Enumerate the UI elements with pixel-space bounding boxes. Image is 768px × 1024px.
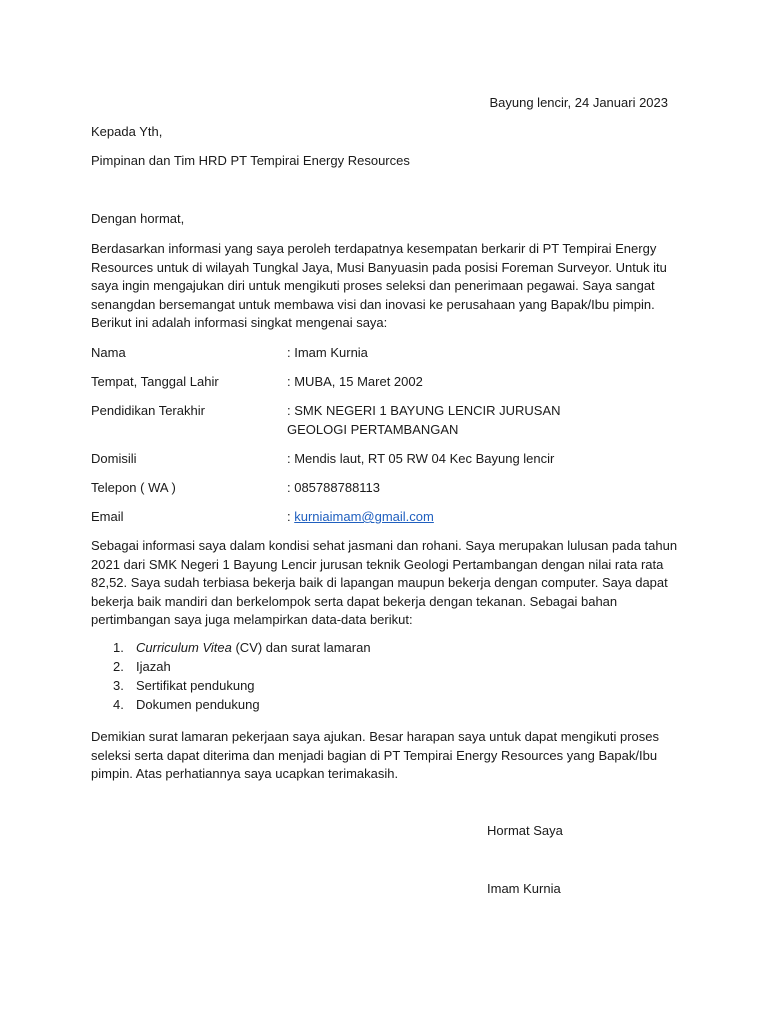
info-value: : MUBA, 15 Maret 2002 [287,374,423,389]
intro-paragraph: Berdasarkan informasi yang saya peroleh terdapatnya kesempatan berkarir di PT Tempirai Energy Resources untuk di wilayah Tungkal Jaya, Musi Banyuasin pada posisi Foreman Surveyor. Untuk itu saya ingin mengajukan diri untuk mengikuti proses seleksi dan penerimaan pegawai. Saya sangat senangdan bersemangat untuk membawa visi dan inovasi ke perusahaan yang Bapak/Ibu pimpin. Berikut ini adalah informasi singkat mengenai saya: [91,241,667,330]
info-value: : 085788788113 [287,480,381,495]
greeting: Dengan hormat, [91,211,185,226]
info-value [287,507,617,526]
info-label: Email [91,509,124,524]
info-label: Domisili [91,451,137,466]
info-value: : SMK NEGERI 1 BAYUNG LENCIR JURUSAN GEOLOGI PERTAMBANGAN [287,403,561,437]
info-label: Nama [91,345,126,360]
email-prefix: : [287,509,295,524]
info-value: : Mendis laut, RT 05 RW 04 Kec Bayung lencir [287,451,555,466]
closing-paragraph: Demikian surat lamaran pekerjaan saya ajukan. Besar harapan saya untuk dapat mengikuti proses seleksi serta dapat diterima dan menjadi bagian di PT Tempirai Energy Resources yang Bapak/Ibu pimpin. Atas perhatiannya saya ucapkan terimakasih. [91,729,659,781]
list-item: 2. Ijazah [113,659,171,674]
signature-name: Imam Kurnia [487,881,561,896]
list-item: 1. Curriculum Vitea (CV) dan surat lamaran [113,640,371,655]
list-item: 3. Sertifikat pendukung [113,678,255,693]
qualification-paragraph: Sebagai informasi saya dalam kondisi sehat jasmani dan rohani. Saya merupakan lulusan pada tahun 2021 dari SMK Negeri 1 Bayung Lencir jurusan teknik Geologi Pertambangan dengan nilai rata rata 82,52. Saya sudah terbiasa bekerja baik di lapangan maupun bekerja dengan computer. Saya dapat bekerja baik mandiri dan berkelompok serta dapat bekerja dengan tekanan. Sebagai bahan pertimbangan saya juga melampirkan data-data berikut: [91,538,678,627]
info-label: Pendidikan Terakhir [91,403,205,418]
letter-date: Bayung lencir, 24 Januari 2023 [489,95,668,110]
email-link[interactable]: kurniaimam@gmail.com [294,509,434,524]
list-item: 4. Dokumen pendukung [113,697,260,712]
attachment-list [91,638,371,714]
regards: Hormat Saya [487,823,563,838]
info-label: Telepon ( WA ) [91,480,176,495]
info-label: Tempat, Tanggal Lahir [91,374,219,389]
addressee-salutation: Kepada Yth, [91,124,163,139]
recipient-line: Pimpinan dan Tim HRD PT Tempirai Energy Resources [91,153,410,168]
info-value: : Imam Kurnia [287,345,368,360]
